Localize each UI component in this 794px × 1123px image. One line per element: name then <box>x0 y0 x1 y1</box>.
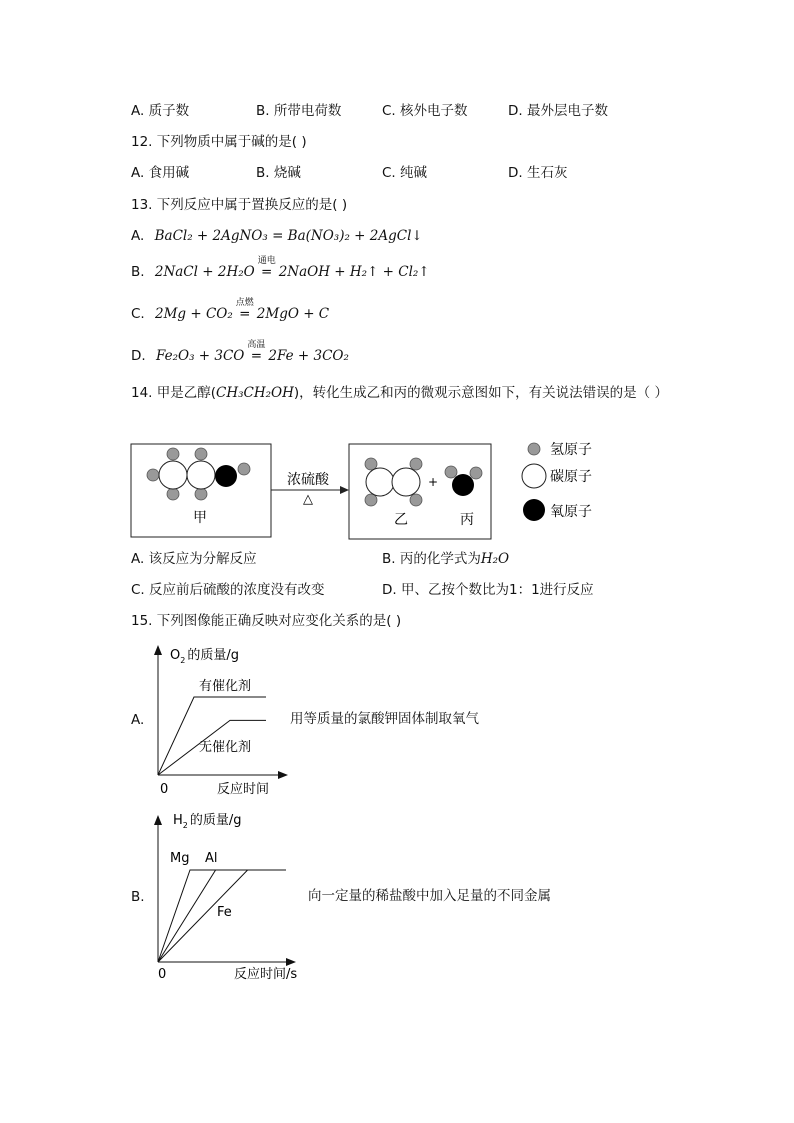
chart-a-ylabel: $O_2$ 的质量/g <box>170 648 239 665</box>
q12-option-d[interactable]: D. 生石灰 <box>508 165 568 181</box>
q13-option-a-equation: BaCl₂ + 2AgNO₃ = Ba(NO₃)₂ + 2AgCl↓ <box>154 228 423 244</box>
chart-b-y-arrow-icon <box>154 815 162 825</box>
q14-stem-a: 14. 甲是乙醇( <box>131 385 217 401</box>
q14-stem-b: )，转化生成乙和丙的微观示意图如下，有关说法错误的是（ ） <box>293 385 668 401</box>
q13-option-b-eq-left: 2NaCl + 2H₂O <box>154 264 255 280</box>
product2-label: 丙 <box>460 512 474 528</box>
q12-option-c[interactable]: C. 纯碱 <box>382 165 428 181</box>
q13-option-b[interactable]: B. 2NaCl + 2H₂O 通电 = 2NaOH + H₂↑ + Cl₂↑ <box>131 256 430 280</box>
q15-option-b-desc: 向一定量的稀盐酸中加入足量的不同金属 <box>308 888 551 904</box>
series-label-3: Fe <box>217 905 232 920</box>
series-label-1: 有催化剂 <box>199 679 252 694</box>
q13-option-c-eq-right: 2MgO + C <box>256 306 330 322</box>
q13-option-d-label: D. <box>131 348 146 364</box>
chart-a-y-arrow-icon <box>154 645 162 655</box>
q12-option-a[interactable]: A. 食用碱 <box>131 165 190 181</box>
q13-option-d-condition: 高温 <box>247 340 266 350</box>
q13-option-b-label: B. <box>131 264 145 280</box>
q13-option-a-label: A. <box>131 228 145 244</box>
q13-option-d[interactable]: D. Fe₂O₃ + 3CO 高温 = 2Fe + 3CO₂ <box>131 340 349 364</box>
chart-b <box>154 813 297 982</box>
q14-option-a[interactable]: A. 该反应为分解反应 <box>131 551 257 567</box>
chart-a-xlabel: 反应时间 <box>217 782 270 797</box>
q13-option-c-eq-left: 2Mg + CO₂ <box>155 306 233 322</box>
q11-option-d[interactable]: D. 最外层电子数 <box>508 103 608 119</box>
q13-option-d-eq-right: 2Fe + 3CO₂ <box>268 348 349 364</box>
q13-option-b-condition: 通电 <box>257 256 276 266</box>
arrow-condition-heat: △ <box>303 492 313 507</box>
chart-b-origin: 0 <box>158 967 167 982</box>
q15-option-b-label[interactable]: B. <box>131 889 145 905</box>
q13-option-c[interactable]: C. 2Mg + CO₂ 点燃 = 2MgO + C <box>131 298 330 322</box>
legend-hydrogen-label: 氢原子 <box>550 442 592 458</box>
q13-option-b-eq-right: 2NaOH + H₂↑ + Cl₂↑ <box>278 264 430 280</box>
q15-stem: 15. 下列图像能正确反映对应变化关系的是( ) <box>131 613 402 629</box>
q14-stem-formula: CH₃CH₂OH <box>216 385 294 401</box>
q14-option-b-formula: H₂O <box>480 551 510 567</box>
q12-stem: 12. 下列物质中属于碱的是( ) <box>131 134 307 150</box>
q11-option-a[interactable]: A. 质子数 <box>131 103 190 119</box>
legend-oxygen-label: 氧原子 <box>550 504 592 520</box>
reactant-label: 甲 <box>193 510 207 526</box>
series-label-2: Al <box>205 851 218 866</box>
q11-option-c[interactable]: C. 核外电子数 <box>382 103 468 119</box>
q13-stem: 13. 下列反应中属于置换反应的是( ) <box>131 197 348 213</box>
q13-option-c-condition: 点燃 <box>235 298 254 308</box>
q13-option-d-eq-left: Fe₂O₃ + 3CO <box>155 348 245 364</box>
plus-sign: + <box>427 475 439 489</box>
series-label-1: Mg <box>170 851 190 866</box>
q14-option-c[interactable]: C. 反应前后硫酸的浓度没有改变 <box>131 582 325 598</box>
chart-b-xlabel: 反应时间/s <box>234 967 298 982</box>
q11-option-b[interactable]: B. 所带电荷数 <box>256 103 342 119</box>
chart-a-origin: 0 <box>160 782 169 797</box>
q15-option-a-desc: 用等质量的氯酸钾固体制取氧气 <box>290 711 479 727</box>
q13-option-c-label: C. <box>131 306 145 322</box>
chart-a-x-arrow-icon <box>278 771 288 779</box>
q14-option-d[interactable]: D. 甲、乙按个数比为1：1进行反应 <box>382 582 594 598</box>
product1-label: 乙 <box>394 512 408 528</box>
chart-b-x-arrow-icon <box>286 958 296 966</box>
q15-option-a-label[interactable]: A. <box>131 712 145 728</box>
chart-a <box>154 645 288 797</box>
arrow-condition: 浓硫酸 <box>287 472 329 488</box>
series-label-2: 无催化剂 <box>199 740 252 755</box>
q14-option-b-prefix: B. 丙的化学式为 <box>382 551 481 567</box>
legend-carbon-label: 碳原子 <box>550 469 592 485</box>
chart-b-ylabel: $H_2$ 的质量/g <box>173 813 242 830</box>
q12-option-b[interactable]: B. 烧碱 <box>256 165 301 181</box>
